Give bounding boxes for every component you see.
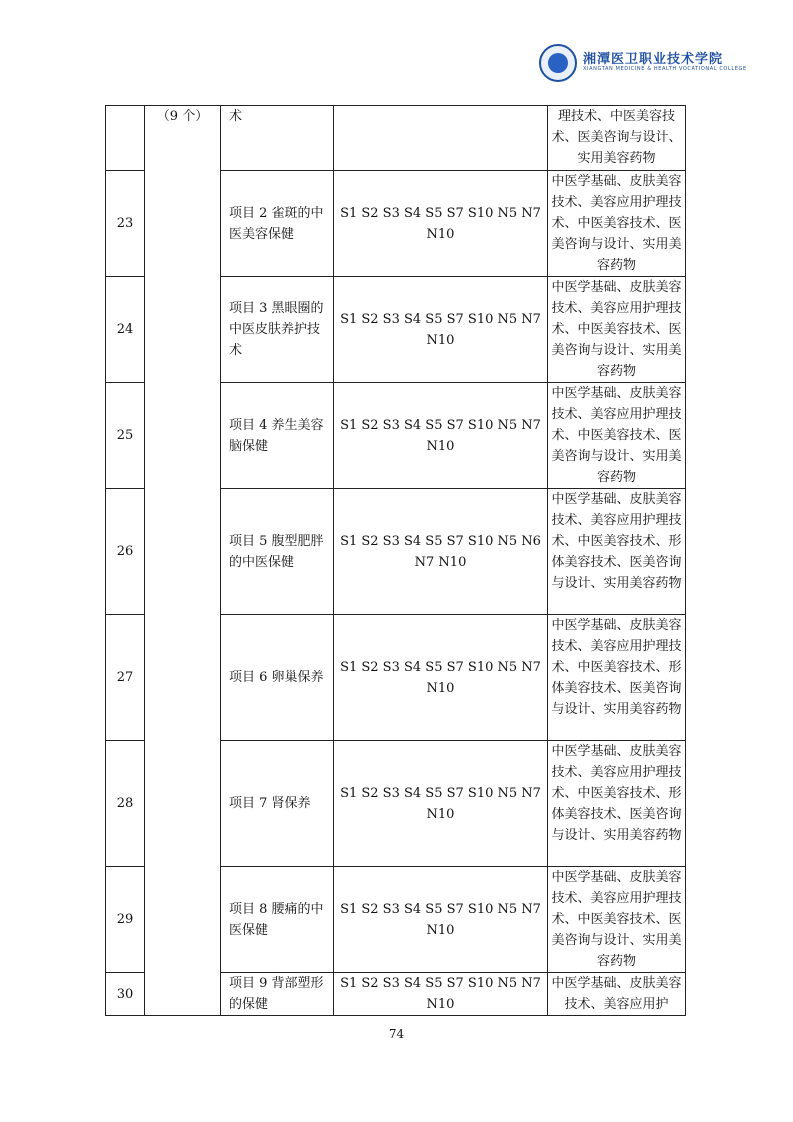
standards-cell — [334, 106, 548, 171]
row-number-cell: 29 — [106, 867, 145, 973]
row-number-cell: 27 — [106, 615, 145, 741]
school-name-en: XIANGTAN MEDICINE & HEALTH VOCATIONAL COLLEGE — [583, 66, 747, 72]
standards-cell: S1 S2 S3 S4 S5 S7 S10 N5 N7 N10 — [334, 867, 548, 973]
courses-cell: 中医学基础、皮肤美容技术、美容应用护理技术、中医美容技术、形体美容技术、医美咨询与设计、实用美容药物 — [548, 489, 686, 615]
project-cell: 项目 6 卵巢保养 — [221, 615, 334, 741]
courses-cell: 中医学基础、皮肤美容技术、美容应用护理技术、中医美容技术、医美咨询与设计、实用美容药物 — [548, 171, 686, 277]
row-number-cell: 28 — [106, 741, 145, 867]
row-number-cell: 24 — [106, 277, 145, 383]
row-number-cell: 25 — [106, 383, 145, 489]
row-number-cell: 26 — [106, 489, 145, 615]
school-emblem-icon — [539, 44, 577, 82]
standards-cell: S1 S2 S3 S4 S5 S7 S10 N5 N7 N10 — [334, 383, 548, 489]
standards-cell: S1 S2 S3 S4 S5 S7 S10 N5 N7 N10 — [334, 277, 548, 383]
curriculum-table — [105, 105, 686, 1016]
standards-cell: S1 S2 S3 S4 S5 S7 S10 N5 N6 N7 N10 — [334, 489, 548, 615]
standards-cell: S1 S2 S3 S4 S5 S7 S10 N5 N7 N10 — [334, 973, 548, 1016]
project-cell: 项目 8 腰痛的中医保健 — [221, 867, 334, 973]
courses-cell: 中医学基础、皮肤美容技术、美容应用护理技术、中医美容技术、医美咨询与设计、实用美容药物 — [548, 383, 686, 489]
project-cell: 项目 3 黑眼圈的中医皮肤养护技术 — [221, 277, 334, 383]
project-cell: 项目 7 肾保养 — [221, 741, 334, 867]
courses-cell: 中医学基础、皮肤美容技术、美容应用护理技术、中医美容技术、形体美容技术、医美咨询与设计、实用美容药物 — [548, 615, 686, 741]
school-name: 湘潭医卫职业技术学院 — [583, 52, 724, 67]
standards-cell: S1 S2 S3 S4 S5 S7 S10 N5 N7 N10 — [334, 171, 548, 277]
row-number-cell: 23 — [106, 171, 145, 277]
school-logo — [539, 44, 747, 86]
courses-cell: 中医学基础、皮肤美容技术、美容应用护理技术、中医美容技术、形体美容技术、医美咨询与设计、实用美容药物 — [548, 741, 686, 867]
courses-cell: 中医学基础、皮肤美容技术、美容应用护理技术、中医美容技术、医美咨询与设计、实用美容药物 — [548, 867, 686, 973]
courses-cell: 理技术、中医美容技术、医美咨询与设计、实用美容药物 — [548, 106, 686, 171]
table-row — [106, 106, 686, 171]
project-cell: 项目 5 腹型肥胖的中医保健 — [221, 489, 334, 615]
project-cell: 项目 4 养生美容脑保健 — [221, 383, 334, 489]
row-number-cell — [106, 106, 145, 171]
row-number-cell: 30 — [106, 973, 145, 1016]
project-cell: 项目 9 背部塑形的保健 — [221, 973, 334, 1016]
standards-cell: S1 S2 S3 S4 S5 S7 S10 N5 N7 N10 — [334, 741, 548, 867]
project-cell: 项目 2 雀斑的中医美容保健 — [221, 171, 334, 277]
standards-cell: S1 S2 S3 S4 S5 S7 S10 N5 N7 N10 — [334, 615, 548, 741]
project-cell: 术 — [221, 106, 334, 171]
category-cell: （9 个） — [145, 106, 221, 1016]
courses-cell: 中医学基础、皮肤美容技术、美容应用护 — [548, 973, 686, 1016]
courses-cell: 中医学基础、皮肤美容技术、美容应用护理技术、中医美容技术、医美咨询与设计、实用美容药物 — [548, 277, 686, 383]
page-number: 74 — [388, 1027, 405, 1041]
